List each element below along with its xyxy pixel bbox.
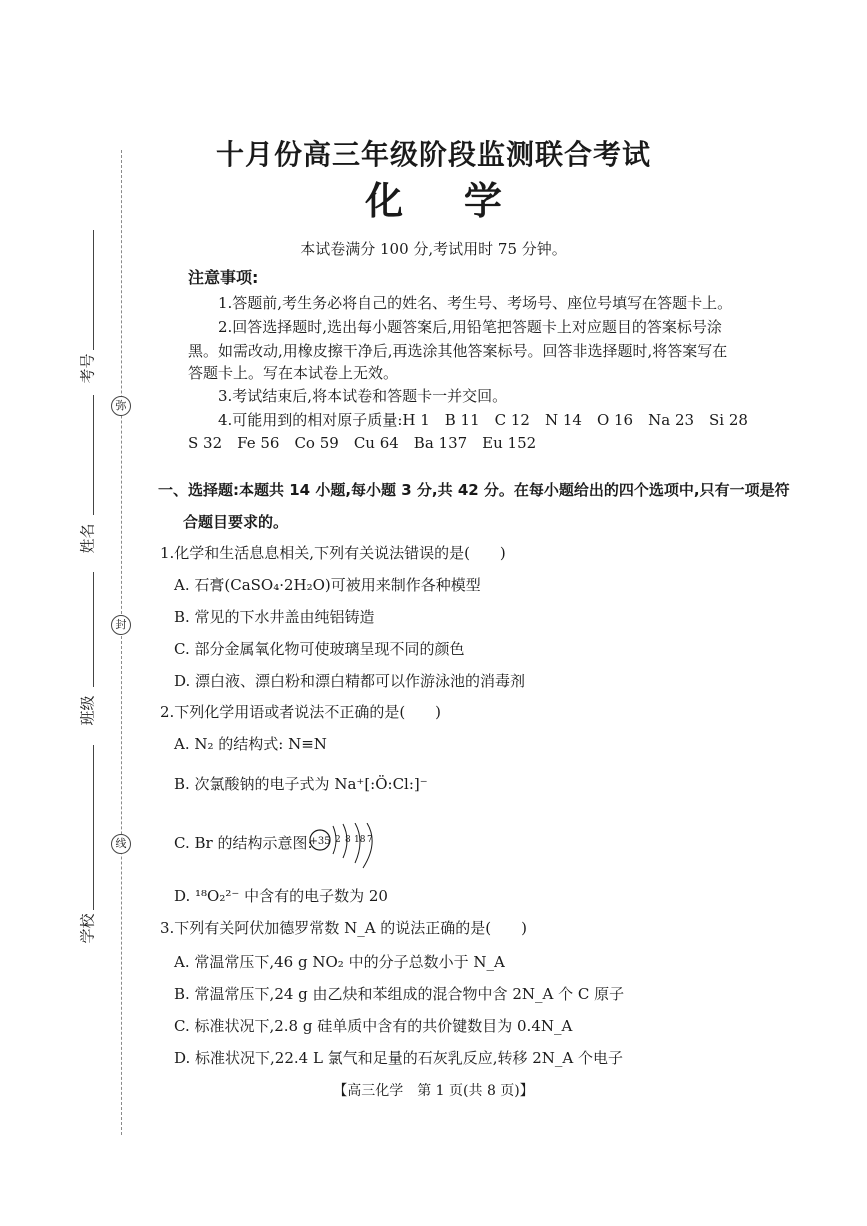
q2-option-d: D. ¹⁸O₂²⁻ 中含有的电子数为 20 xyxy=(174,887,388,905)
shell-4-count: 7 xyxy=(367,835,373,845)
seal-mark-xian: 线 xyxy=(111,834,131,854)
subject-title: 化学 xyxy=(365,178,563,223)
class-line xyxy=(93,572,94,687)
shell-2-count: 8 xyxy=(345,835,351,845)
q3-option-c: C. 标准状况下,2.8 g 硅单质中含有的共价键数目为 0.4N_A xyxy=(174,1017,573,1035)
school-label: 学校 xyxy=(78,913,97,944)
note-4b: S 32 Fe 56 Co 59 Cu 64 Ba 137 Eu 152 xyxy=(188,434,537,452)
binding-dashed-line xyxy=(121,150,122,1135)
q1-option-a: A. 石膏(CaSO₄·2H₂O)可被用来制作各种模型 xyxy=(174,576,481,594)
q2-stem: 2.下列化学用语或者说法不正确的是( ) xyxy=(160,703,442,721)
q3-option-a: A. 常温常压下,46 g NO₂ 中的分子总数小于 N_A xyxy=(174,953,505,971)
note-2c: 答题卡上。写在本试卷上无效。 xyxy=(188,364,399,382)
q3-option-d: D. 标准状况下,22.4 L 氯气和足量的石灰乳反应,转移 2N_A 个电子 xyxy=(174,1049,623,1067)
note-4a: 4.可能用到的相对原子质量:H 1 B 11 C 12 N 14 O 16 Na 23 Si 28 xyxy=(218,411,748,429)
exam-title: 十月份高三年级阶段监测联合考试 xyxy=(215,138,651,171)
note-2a: 2.回答选择题时,选出每小题答案后,用铅笔把答题卡上对应题目的答案标号涂 xyxy=(218,318,722,336)
seal-mark-feng: 封 xyxy=(111,615,131,635)
br-atom-structure-diagram xyxy=(305,823,385,869)
q3-option-b: B. 常温常压下,24 g 由乙炔和苯组成的混合物中含 2N_A 个 C 原子 xyxy=(174,985,625,1003)
nucleus-charge: +35 xyxy=(309,836,331,847)
q1-option-b: B. 常见的下水井盖由纯铝铸造 xyxy=(174,608,375,626)
class-label: 班级 xyxy=(78,695,97,726)
q2-option-b xyxy=(174,773,428,794)
q3-stem: 3.下列有关阿伏加德罗常数 N_A 的说法正确的是( ) xyxy=(160,919,528,937)
q1-stem: 1.化学和生活息息相关,下列有关说法错误的是( ) xyxy=(160,544,506,562)
note-2b: 黑。如需改动,用橡皮擦干净后,再选涂其他答案标号。回答非选择题时,将答案写在 xyxy=(188,342,728,360)
name-label: 姓名 xyxy=(78,523,97,554)
q2-option-c: C. Br 的结构示意图: xyxy=(174,834,313,852)
exam-meta: 本试卷满分 100 分,考试用时 75 分钟。 xyxy=(300,240,567,258)
q2-option-b-text: B. 次氯酸钠的电子式为 xyxy=(174,775,335,793)
shell-1-count: 2 xyxy=(335,835,341,845)
electron-formula: Na⁺[:Ö:Cl:]⁻ xyxy=(334,775,428,793)
q1-option-d: D. 漂白液、漂白粉和漂白精都可以作游泳池的消毒剂 xyxy=(174,672,526,690)
q1-option-c: C. 部分金属氧化物可使玻璃呈现不同的颜色 xyxy=(174,640,465,658)
exam-number-label: 考号 xyxy=(78,353,97,384)
note-3: 3.考试结束后,将本试卷和答题卡一并交回。 xyxy=(218,387,508,405)
section-heading-cont: 合题目要求的。 xyxy=(183,513,289,531)
seal-mark-mi: 弥 xyxy=(111,396,131,416)
shell-3-count: 18 xyxy=(354,835,366,845)
school-line xyxy=(93,745,94,910)
name-line xyxy=(93,395,94,515)
page-footer: 【高三化学 第 1 页(共 8 页)】 xyxy=(333,1083,534,1099)
notes-heading: 注意事项: xyxy=(188,268,259,287)
note-1: 1.答题前,考生务必将自己的姓名、考生号、考场号、座位号填写在答题卡上。 xyxy=(218,294,733,312)
section-heading: 一、选择题:本题共 14 小题,每小题 3 分,共 42 分。在每小题给出的四个选项中,只有一项是符 xyxy=(158,481,790,499)
q2-option-a: A. N₂ 的结构式: N≡N xyxy=(174,735,327,753)
